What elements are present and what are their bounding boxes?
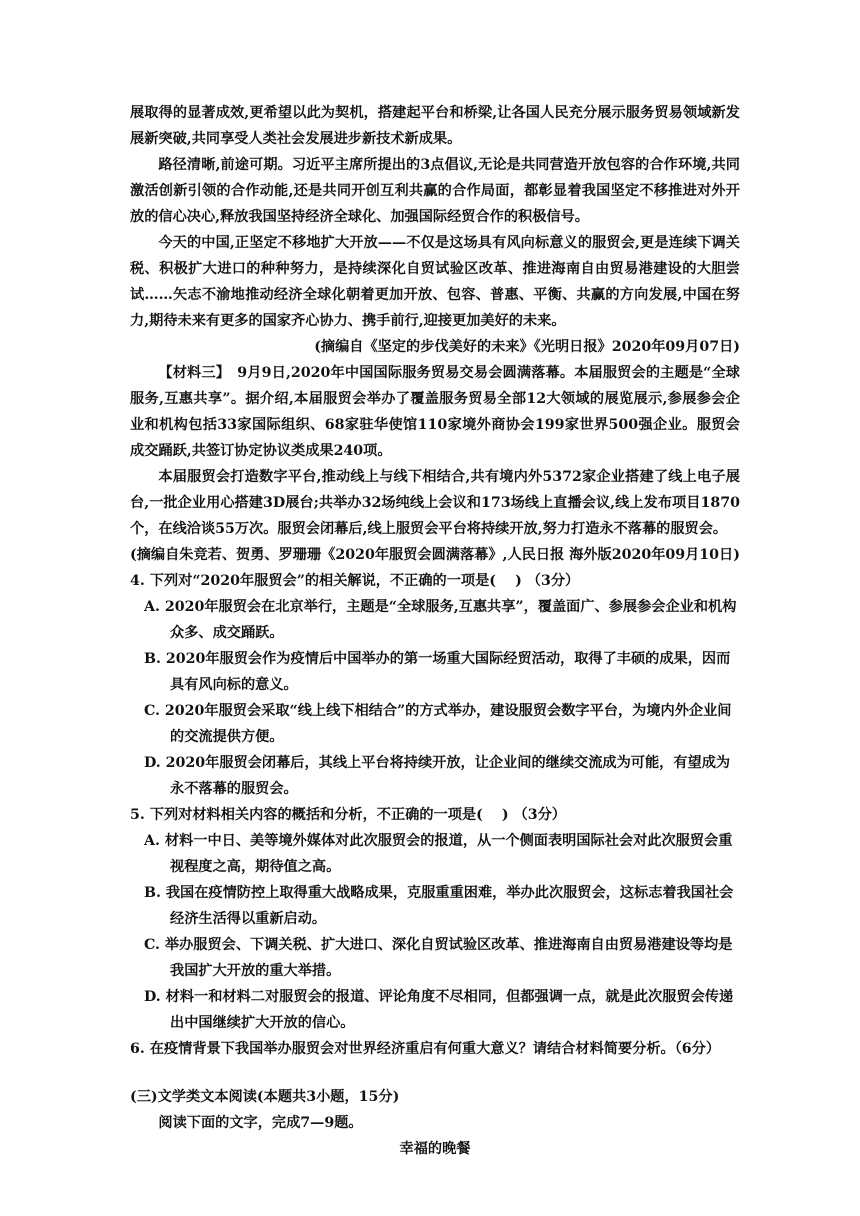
option-d: D. 2020年服贸会闭幕后，其线上平台将持续开放，让企业间的继续交流成为可能，有望成为永不落幕的服贸会。: [144, 755, 731, 797]
option-d: D. 材料一和材料二对服贸会的报道、评论角度不尽相同，但都强调一点，就是此次服贸会传递出中国继续扩大开放的信心。: [144, 989, 734, 1031]
page-content: [130, 100, 740, 1162]
question-stem: 5. 下列对材料相关内容的概括和分析，不正确的一项是( ) （3分）: [130, 807, 566, 823]
question-stem: 6. 在疫情背景下我国举办服贸会对世界经济重启有何重大意义？请结合材料简要分析。（6分）: [130, 1041, 721, 1057]
passage-paragraph-continued: 展取得的显著成效,更希望以此为契机，搭建起平台和桥梁,让各国人民充分展示服务贸易领域新发展新突破,共同享受人类社会发展进步新技术新成果。: [130, 105, 740, 147]
question-4: [130, 568, 740, 802]
option-c: C. 2020年服贸会采取“线上线下相结合”的方式举办，建设服贸会数字平台，为境内外企业间的交流提供方便。: [144, 703, 732, 745]
section-instruction: 阅读下面的文字，完成7—9题。: [158, 1115, 363, 1131]
option-b: B. 2020年服贸会作为疫情后中国举办的第一场重大国际经贸活动，取得了丰硕的成果，因而具有风向标的意义。: [144, 651, 731, 693]
option-a: A. 2020年服贸会在北京举行，主题是“全球服务,互惠共享”，覆盖面广、参展参会企业和机构众多、成交踊跃。: [144, 599, 737, 641]
story-title: 幸福的晚餐: [399, 1141, 471, 1157]
question-6: [130, 1036, 740, 1062]
material-two-source: (摘编自《坚定的步伐美好的未来》《光明日报》2020年09月07日): [314, 339, 740, 355]
material-three-paragraph-2: 本届服贸会打造数字平台,推动线上与线下相结合,共有境内外5372家企业搭建了线上电子展台,一批企业用心搭建3D展台;共举办32场纯线上会议和173场线上直播会议,线上发布项目1870个，在线洽谈55万次。服贸会闭幕后,线上服贸会平台将持续开放,努力打造永不落幕的服贸会。: [130, 469, 740, 537]
option-b: B. 我国在疫情防控上取得重大战略成果，克服重重困难，举办此次服贸会，这标志着我国社会经济生活得以重新启动。: [144, 885, 734, 927]
option-a: A. 材料一中日、美等境外媒体对此次服贸会的报道，从一个侧面表明国际社会对此次服贸会重视程度之高，期待值之高。: [144, 833, 733, 875]
material-three-source: (摘编自朱竞若、贺勇、罗珊珊《2020年服贸会圆满落幕》,人民日报 海外版2020年09月10日): [130, 547, 740, 563]
question-5: [130, 802, 740, 1036]
option-c: C. 举办服贸会、下调关税、扩大进口、深化自贸试验区改革、推进海南自由贸易港建设等均是我国扩大开放的重大举措。: [144, 937, 733, 979]
passage-paragraph-path: 路径清晰,前途可期。习近平主席所提出的3点倡议,无论是共同营造开放包容的合作环境,共同激活创新引领的合作动能,还是共同开创互利共赢的合作局面，都彰显着我国坚定不移推进对外开放的信心决心,释放我国坚持经济全球化、加强国际经贸合作的积极信号。: [130, 157, 740, 225]
passage-paragraph-today: 今天的中国,正坚定不移地扩大开放——不仅是这场具有风向标意义的服贸会,更是连续下调关税、积极扩大进口的种种努力，是持续深化自贸试验区改革、推进海南自由贸易港建设的大胆尝试……矢志不渝地推动经济全球化朝着更加开放、包容、普惠、平衡、共赢的方向发展,中国在努力,期待未来有更多的国家齐心协力、携手前行,迎接更加美好的未来。: [130, 235, 740, 329]
material-three-paragraph-1: 【材料三】 9月9日,2020年中国国际服务贸易交易会圆满落幕。本届服贸会的主题是“全球服务,互惠共享”。据介绍,本届服贸会举办了覆盖服务贸易全部12大领域的展览展示,参展参会企业和机构包括33家国际组织、68家驻华使馆110家境外商协会199家世界500强企业。服贸会成交踊跃,共签订协定协议类成果240项。: [130, 365, 740, 459]
question-stem: 4. 下列对“2020年服贸会”的相关解说，不正确的一项是( ) （3分）: [130, 573, 580, 589]
section-heading: (三)文学类文本阅读(本题共3小题，15分): [130, 1089, 400, 1105]
